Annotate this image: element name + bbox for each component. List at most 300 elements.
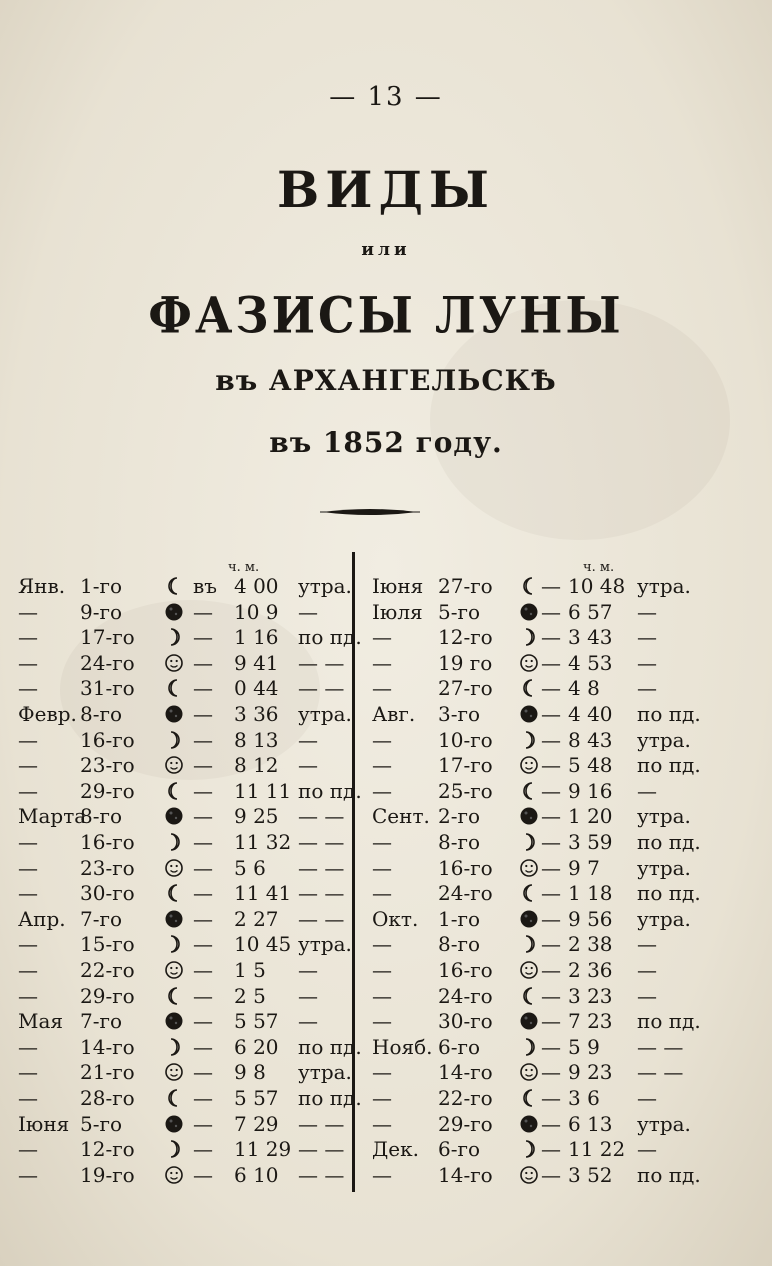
first-quarter-icon <box>164 627 184 647</box>
first-quarter-icon <box>519 934 539 954</box>
new-moon-icon <box>519 909 539 929</box>
phase-note: — <box>637 650 657 675</box>
full-moon-icon <box>519 653 539 673</box>
phase-row <box>18 779 398 803</box>
phase-time: 10 48 <box>568 574 626 598</box>
phase-sep: — <box>193 855 213 880</box>
phase-sep: — <box>541 753 561 778</box>
phase-day: 3-го <box>438 702 481 726</box>
phase-note: по пд. <box>637 702 701 726</box>
phase-time: 11 29 <box>234 1137 292 1162</box>
phase-sep: — <box>541 1034 561 1059</box>
phase-note: — <box>298 753 318 778</box>
phase-day: 14-го <box>438 1060 493 1085</box>
phase-month: — <box>372 1060 392 1085</box>
phase-row <box>372 881 752 905</box>
full-moon-icon <box>164 960 184 980</box>
phase-row <box>372 958 752 982</box>
new-moon-icon <box>519 704 539 724</box>
phase-day: 23-го <box>80 855 135 880</box>
new-moon-icon <box>164 602 184 622</box>
phase-note: утра. <box>298 932 352 957</box>
phase-day: 17-го <box>80 625 135 650</box>
phase-note: утра. <box>637 727 691 752</box>
phase-month: — <box>372 855 392 880</box>
phase-month: Авг. <box>372 702 416 726</box>
full-moon-icon <box>164 1165 184 1185</box>
phase-row <box>18 753 398 777</box>
phase-month: Окт. <box>372 906 419 931</box>
phase-time: 9 23 <box>568 1060 613 1085</box>
phase-time: 8 12 <box>234 753 279 778</box>
phase-note: — <box>637 599 657 624</box>
phase-row <box>18 1086 398 1110</box>
phase-day: 8-го <box>80 804 123 829</box>
phase-day: 17-го <box>438 753 493 778</box>
phase-sep: — <box>193 1137 213 1162</box>
phase-time: 3 52 <box>568 1162 613 1187</box>
new-moon-icon <box>519 1011 539 1031</box>
phase-note: — <box>298 599 318 624</box>
last-quarter-icon <box>164 986 184 1006</box>
phase-day: 12-го <box>80 1137 135 1162</box>
phase-row <box>372 676 752 700</box>
phase-row <box>18 1060 398 1084</box>
phase-time: 7 29 <box>234 1111 279 1136</box>
phase-note: — <box>637 983 657 1008</box>
phase-day: 24-го <box>438 881 493 906</box>
phase-day: 1-го <box>80 574 123 598</box>
phase-sep: — <box>193 727 213 752</box>
last-quarter-icon <box>164 781 184 801</box>
phase-time: 9 41 <box>234 650 279 675</box>
phase-row <box>372 907 752 931</box>
phase-month: — <box>372 676 392 701</box>
phase-note: утра. <box>637 574 691 598</box>
phase-month: — <box>372 881 392 906</box>
phase-time: 5 57 <box>234 1086 279 1110</box>
phase-day: 1-го <box>438 906 481 931</box>
first-quarter-icon <box>164 832 184 852</box>
phase-sep: — <box>541 574 561 598</box>
phase-month: — <box>18 1060 38 1085</box>
phase-month: — <box>18 830 38 854</box>
column-header-left: ч. м. <box>228 560 260 575</box>
ornament-divider <box>320 500 420 524</box>
phase-time: 1 5 <box>234 958 266 982</box>
full-moon-icon <box>164 755 184 775</box>
title-connector: или <box>361 240 411 260</box>
phase-time: 1 20 <box>568 804 613 829</box>
phase-sep: — <box>193 1034 213 1059</box>
phase-time: 2 38 <box>568 932 613 957</box>
phase-month: Іюня <box>372 574 424 598</box>
column-header-right: ч. м. <box>583 560 615 575</box>
phase-sep: — <box>193 1162 213 1187</box>
phase-day: 14-го <box>438 1162 493 1187</box>
year-heading: въ 1852 году. <box>269 426 503 459</box>
phase-sep: — <box>541 1086 561 1110</box>
phase-time: 6 10 <box>234 1162 279 1187</box>
phase-month: Дек. <box>372 1137 419 1162</box>
phase-time: 5 6 <box>234 855 266 880</box>
phase-time: 11 41 <box>234 881 292 906</box>
phase-month: — <box>18 599 38 624</box>
phase-time: 9 25 <box>234 804 279 829</box>
phase-time: 8 13 <box>234 727 279 752</box>
full-moon-icon <box>164 653 184 673</box>
phase-note: — — <box>298 881 345 906</box>
phase-note: — <box>637 1137 657 1162</box>
phase-row <box>372 804 752 828</box>
phase-sep: — <box>541 932 561 957</box>
phase-time: 1 18 <box>568 881 613 906</box>
phase-month: — <box>18 881 38 906</box>
phase-row <box>18 881 398 905</box>
phase-sep: — <box>541 1060 561 1085</box>
phase-row <box>372 753 752 777</box>
phase-day: 24-го <box>80 650 135 675</box>
phase-time: 7 23 <box>568 1009 613 1034</box>
phase-month: — <box>18 983 38 1008</box>
phase-note: — — <box>298 855 345 880</box>
phase-time: 11 32 <box>234 830 292 854</box>
phase-time: 10 45 <box>234 932 292 957</box>
phase-note: — <box>637 625 657 650</box>
phase-month: — <box>18 1162 38 1187</box>
phase-day: 21-го <box>80 1060 135 1085</box>
phase-sep: — <box>193 1060 213 1085</box>
phase-sep: — <box>193 983 213 1008</box>
phase-row <box>372 830 752 854</box>
phase-sep: — <box>541 958 561 982</box>
phase-time: 11 11 <box>234 778 292 803</box>
page-title: ВИДЫ <box>276 160 496 219</box>
phase-row <box>372 728 752 752</box>
phase-note: — <box>298 727 318 752</box>
phase-note: по пд. <box>298 778 362 803</box>
phase-row <box>18 804 398 828</box>
phase-month: — <box>372 1111 392 1136</box>
phase-month: — <box>372 625 392 650</box>
phase-month: — <box>18 1034 38 1059</box>
phase-note: — <box>637 1086 657 1110</box>
phase-sep: — <box>541 625 561 650</box>
phase-row <box>18 600 398 624</box>
phase-row <box>372 1112 752 1136</box>
phase-note: — — <box>298 1111 345 1136</box>
phase-month: — <box>372 958 392 982</box>
phase-day: 31-го <box>80 676 135 701</box>
phase-note: — — <box>298 804 345 829</box>
phase-sep: — <box>541 830 561 854</box>
phase-note: — <box>637 778 657 803</box>
phase-time: 4 8 <box>568 676 600 701</box>
phase-note: — <box>298 958 318 982</box>
phase-month: Февр. <box>18 702 77 726</box>
full-moon-icon <box>519 755 539 775</box>
phase-day: 14-го <box>80 1034 135 1059</box>
phase-time: 2 36 <box>568 958 613 982</box>
phase-note: — — <box>298 650 345 675</box>
phase-sep: — <box>193 958 213 982</box>
phase-sep: — <box>541 676 561 701</box>
phase-month: — <box>18 1137 38 1162</box>
phase-time: 4 00 <box>234 574 279 598</box>
phase-sep: — <box>541 727 561 752</box>
phase-note: — — <box>298 830 345 854</box>
first-quarter-icon <box>519 832 539 852</box>
phase-note: — — <box>298 676 345 701</box>
phase-sep: — <box>541 906 561 931</box>
phase-row <box>18 907 398 931</box>
last-quarter-icon <box>519 678 539 698</box>
page-number: — 13 — <box>329 82 443 112</box>
phase-month: Янв. <box>18 574 66 598</box>
phase-time: 1 16 <box>234 625 279 650</box>
phase-row <box>18 830 398 854</box>
first-quarter-icon <box>519 1139 539 1159</box>
phase-month: — <box>372 830 392 854</box>
phase-day: 22-го <box>438 1086 493 1110</box>
phase-time: 5 57 <box>234 1009 279 1034</box>
phase-sep: — <box>193 881 213 906</box>
phase-sep: — <box>193 702 213 726</box>
phase-note: по пд. <box>637 753 701 778</box>
phase-note: по пд. <box>637 830 701 854</box>
phase-time: 2 27 <box>234 906 279 931</box>
phase-row <box>372 1163 752 1187</box>
phase-sep: — <box>193 804 213 829</box>
phase-note: — <box>637 676 657 701</box>
phase-time: 3 59 <box>568 830 613 854</box>
phase-note: по пд. <box>637 1162 701 1187</box>
phase-sep: — <box>193 625 213 650</box>
phase-month: — <box>372 650 392 675</box>
phase-day: 15-го <box>80 932 135 957</box>
phase-note: утра. <box>637 804 691 829</box>
phase-time: 3 23 <box>568 983 613 1008</box>
full-moon-icon <box>519 1062 539 1082</box>
phase-day: 25-го <box>438 778 493 803</box>
phase-time: 0 44 <box>234 676 279 701</box>
phase-note: — — <box>637 1060 684 1085</box>
phase-row <box>18 676 398 700</box>
phase-row <box>18 932 398 956</box>
phase-month: — <box>372 932 392 957</box>
phase-day: 19-го <box>80 1162 135 1187</box>
phase-day: 24-го <box>438 983 493 1008</box>
phase-day: 16-го <box>80 727 135 752</box>
phase-sep: — <box>193 1086 213 1110</box>
last-quarter-icon <box>164 1088 184 1108</box>
phase-day: 6-го <box>438 1137 481 1162</box>
phase-time: 3 6 <box>568 1086 600 1110</box>
first-quarter-icon <box>164 934 184 954</box>
phase-time: 5 9 <box>568 1034 600 1059</box>
phase-sep: — <box>193 650 213 675</box>
first-quarter-icon <box>164 1139 184 1159</box>
new-moon-icon <box>164 806 184 826</box>
phase-month: — <box>18 932 38 957</box>
phase-month: Нояб. <box>372 1034 433 1059</box>
phase-note: по пд. <box>298 1086 362 1110</box>
phase-sep: — <box>193 599 213 624</box>
phase-month: — <box>372 1162 392 1187</box>
phase-month: — <box>372 983 392 1008</box>
phase-month: — <box>18 727 38 752</box>
phase-row <box>372 1035 752 1059</box>
phase-time: 3 43 <box>568 625 613 650</box>
phase-row <box>18 958 398 982</box>
phase-day: 6-го <box>438 1034 481 1059</box>
full-moon-icon <box>164 1062 184 1082</box>
last-quarter-icon <box>164 883 184 903</box>
phase-day: 23-го <box>80 753 135 778</box>
phase-time: 9 7 <box>568 855 600 880</box>
phase-sep: — <box>193 778 213 803</box>
phase-sep: — <box>541 778 561 803</box>
phase-sep: — <box>541 1162 561 1187</box>
phase-month: — <box>18 625 38 650</box>
phase-time: 6 20 <box>234 1034 279 1059</box>
phase-row <box>372 984 752 1008</box>
phase-day: 19 го <box>438 650 493 675</box>
phase-month: — <box>18 753 38 778</box>
new-moon-icon <box>164 704 184 724</box>
phase-month: — <box>372 753 392 778</box>
phase-note: утра. <box>637 906 691 931</box>
phase-sep: — <box>541 983 561 1008</box>
phase-sep: — <box>541 1009 561 1034</box>
new-moon-icon <box>519 1114 539 1134</box>
phase-row <box>372 625 752 649</box>
phase-time: 9 8 <box>234 1060 266 1085</box>
phase-month: — <box>372 778 392 803</box>
phase-row <box>18 702 398 726</box>
phase-time: 11 22 <box>568 1137 626 1162</box>
last-quarter-icon <box>164 678 184 698</box>
phase-day: 12-го <box>438 625 493 650</box>
phase-row <box>372 856 752 880</box>
phase-row <box>18 984 398 1008</box>
first-quarter-icon <box>164 730 184 750</box>
phase-time: 8 43 <box>568 727 613 752</box>
phase-month: — <box>372 1086 392 1110</box>
first-quarter-icon <box>519 1037 539 1057</box>
phase-sep: — <box>193 1111 213 1136</box>
phase-day: 16-го <box>438 958 493 982</box>
phase-note: по пд. <box>637 881 701 906</box>
phase-note: по пд. <box>637 1009 701 1034</box>
phase-month: — <box>18 958 38 982</box>
phase-row <box>372 1137 752 1161</box>
new-moon-icon <box>164 1011 184 1031</box>
new-moon-icon <box>164 1114 184 1134</box>
phase-month: Іюня <box>18 1111 70 1136</box>
phase-month: — <box>18 778 38 803</box>
phase-day: 9-го <box>80 599 123 624</box>
phase-row <box>18 1009 398 1033</box>
phase-sep: — <box>541 855 561 880</box>
phase-row <box>18 651 398 675</box>
phase-row <box>18 1163 398 1187</box>
phase-row <box>18 1112 398 1136</box>
phase-row <box>18 1137 398 1161</box>
phase-note: утра. <box>637 855 691 880</box>
phase-sep: — <box>541 1137 561 1162</box>
phase-month: Мая <box>18 1009 64 1034</box>
phase-month: Марта <box>18 804 87 829</box>
phase-note: — <box>637 932 657 957</box>
phase-day: 7-го <box>80 906 123 931</box>
phase-row <box>18 1035 398 1059</box>
phase-day: 10-го <box>438 727 493 752</box>
phase-row <box>372 932 752 956</box>
first-quarter-icon <box>164 1037 184 1057</box>
phase-sep: — <box>541 702 561 726</box>
phase-day: 29-го <box>80 778 135 803</box>
phase-sep: — <box>193 753 213 778</box>
phase-note: — <box>298 1009 318 1034</box>
phase-month: — <box>18 855 38 880</box>
phase-sep: — <box>541 650 561 675</box>
phase-day: 28-го <box>80 1086 135 1110</box>
phase-row <box>18 856 398 880</box>
phase-day: 27-го <box>438 676 493 701</box>
phase-time: 2 5 <box>234 983 266 1008</box>
phase-time: 6 57 <box>568 599 613 624</box>
phase-time: 5 48 <box>568 753 613 778</box>
phase-note: — — <box>298 1162 345 1187</box>
phase-sep: — <box>541 1111 561 1136</box>
phase-day: 16-го <box>438 855 493 880</box>
phase-day: 27-го <box>438 574 493 598</box>
phase-day: 5-го <box>438 599 481 624</box>
phase-month: Іюля <box>372 599 423 624</box>
last-quarter-icon <box>519 781 539 801</box>
phase-month: Апр. <box>18 906 66 931</box>
page-subtitle: ФАЗИСЫ ЛУНЫ <box>148 285 624 345</box>
new-moon-icon <box>519 806 539 826</box>
phase-time: 10 9 <box>234 599 279 624</box>
phase-sep: — <box>193 932 213 957</box>
phase-note: — — <box>298 906 345 931</box>
phase-day: 29-го <box>80 983 135 1008</box>
phase-time: 4 40 <box>568 702 613 726</box>
phase-sep: — <box>193 830 213 854</box>
phase-month: — <box>18 1086 38 1110</box>
phase-note: — <box>637 958 657 982</box>
phase-note: утра. <box>298 574 352 598</box>
phase-day: 8-го <box>438 932 481 957</box>
phase-note: утра. <box>637 1111 691 1136</box>
place-heading: въ АРХАНГЕЛЬСКѢ <box>215 364 557 397</box>
phase-month: — <box>18 650 38 675</box>
phase-row <box>372 702 752 726</box>
phase-note: по пд. <box>298 625 362 650</box>
phase-row <box>372 600 752 624</box>
phase-time: 9 16 <box>568 778 613 803</box>
phase-sep: — <box>541 599 561 624</box>
last-quarter-icon <box>519 576 539 596</box>
phase-day: 29-го <box>438 1111 493 1136</box>
full-moon-icon <box>519 858 539 878</box>
phase-note: — — <box>637 1034 684 1059</box>
phase-day: 30-го <box>80 881 135 906</box>
phase-row <box>18 574 398 598</box>
phase-sep: въ <box>193 574 217 598</box>
